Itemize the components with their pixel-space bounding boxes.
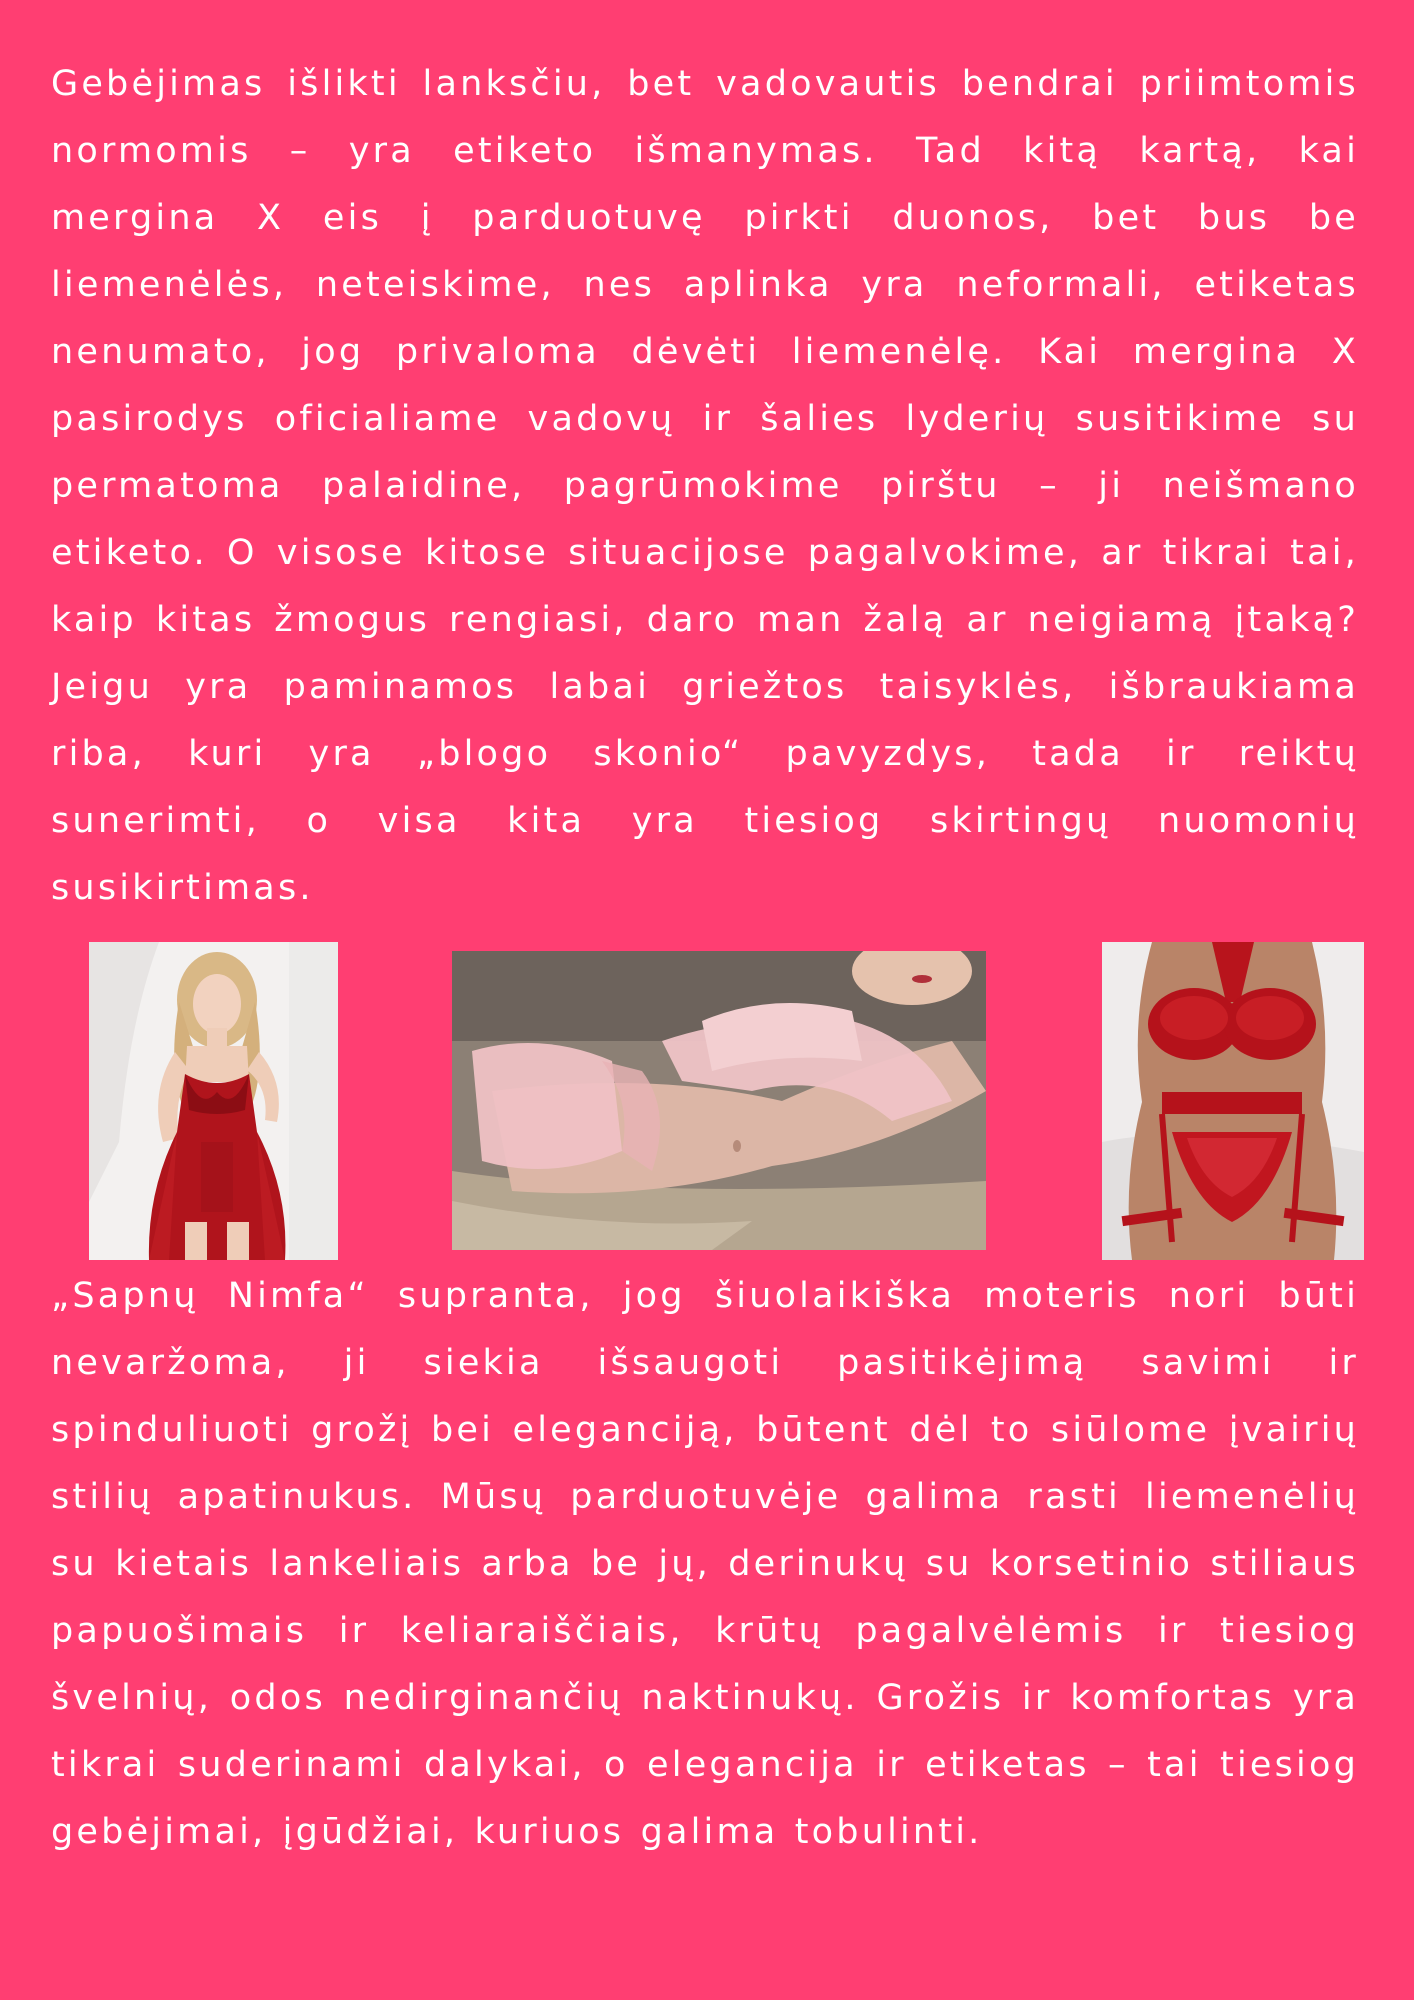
body-paragraph-2: „Sapnų Nimfa“ supranta, jog šiuolaikiška moteris nori būti nevaržoma, ji siekia išsaugoti pasitikėjimą savimi ir spinduliuoti grožį bei eleganciją, būtent dėl to siūlome įvairių stilių apatinukus. Mūsų parduotuvėje galima rasti liemenėlių su kietais lankeliais arba be jų, derinukų su korsetinio stiliaus papuošimais ir keliaraiščiais, krūtų pagalvėlėmis ir tiesiog švelnių, odos nedirginančių naktinukų. Grožis ir komfortas yra tikrai suderinami dalykai, o elegancija ir etiketas – tai tiesiog gebėjimai, įgūdžiai, kuriuos galima tobulinti. <box>51 1276 1359 1852</box>
pink-lingerie-photo <box>452 951 986 1250</box>
body-paragraph-1: Gebėjimas išlikti lanksčiu, bet vadovautis bendrai priimtomis normomis – yra etiketo išmanymas. Tad kitą kartą, kai mergina X eis į parduotuvę pirkti duonos, bet bus be liemenėlės, neteiskime, nes aplinka yra neformali, etiketas nenumato, jog privaloma dėvėti liemenėlę. Kai mergina X pasirodys oficialiame vadovų ir šalies lyderių susitikime su permatoma palaidine, pagrūmokime pirštu – ji neišmano etiketo. O visose kitose situacijose pagalvokime, ar tikrai tai, kaip kitas žmogus rengiasi, daro man žalą ar neigiamą įtaką? Jeigu yra paminamos labai griežtos taisyklės, išbraukiama riba, kuri yra „blogo skonio“ pavyzdys, tada ir reiktų sunerimti, o visa kita yra tiesiog skirtingų nuomonių susikirtimas. <box>51 64 1359 908</box>
red-babydoll-photo <box>89 942 338 1260</box>
red-lace-set-photo <box>1102 942 1364 1260</box>
